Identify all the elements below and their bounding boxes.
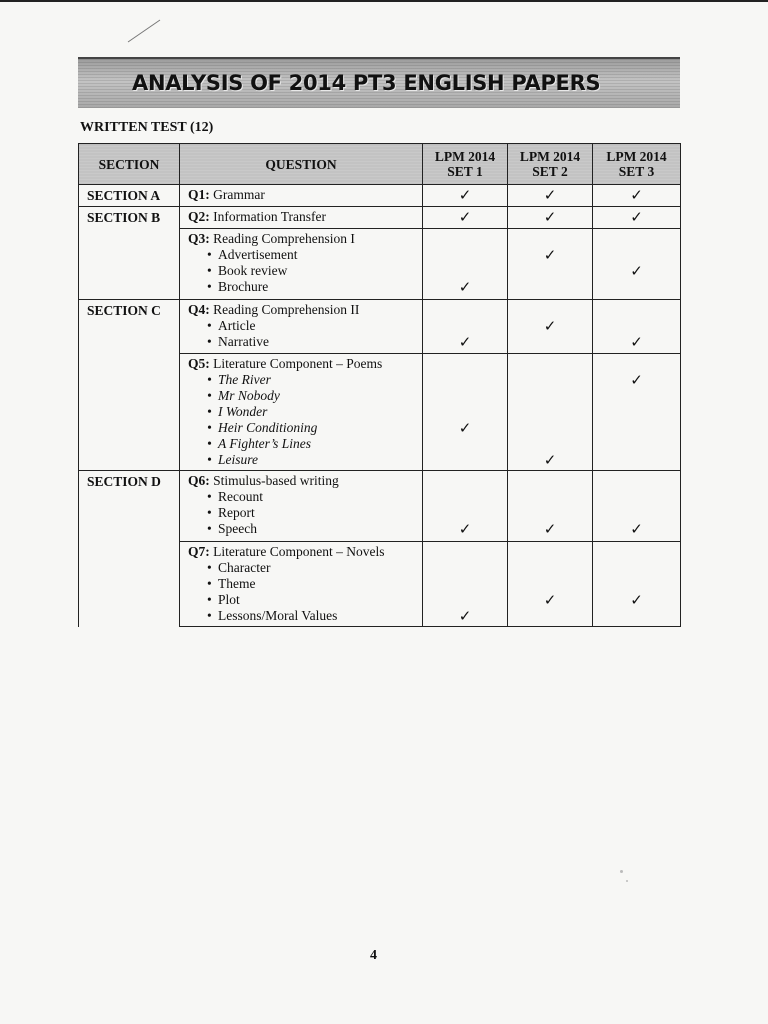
mark-cell-set2 [508, 542, 593, 627]
check-mark-icon: ✓ [630, 264, 643, 280]
check-mark-icon: ✓ [543, 319, 557, 335]
list-item: • Lessons/Moral Values [218, 608, 422, 624]
list-item: • Mr Nobody [218, 388, 422, 404]
question-items [188, 489, 422, 537]
mark-cell-set3 [593, 354, 681, 471]
mark-cell-set2 [508, 207, 593, 229]
list-item: • Report [218, 505, 422, 521]
question-line [188, 356, 422, 372]
mark-cell-set3 [593, 542, 681, 627]
question-title: Grammar [213, 187, 265, 202]
question-items [188, 372, 422, 468]
check-mark-icon: ✓ [630, 188, 643, 204]
question-items [188, 560, 422, 624]
section-cell [79, 354, 180, 471]
question-number: Q4: [188, 302, 210, 317]
table-row [79, 354, 681, 471]
list-item: • Narrative [218, 334, 422, 350]
mark-cell-set1 [423, 229, 508, 300]
list-item: • Advertisement [218, 247, 422, 263]
table-body [79, 185, 681, 627]
page-title: ANALYSIS OF 2014 PT3 ENGLISH PAPERS [132, 71, 601, 95]
question-items [188, 247, 422, 295]
mark-cell-set2 [508, 185, 593, 207]
check-mark-icon: ✓ [543, 210, 557, 226]
pen-mark [126, 18, 162, 44]
question-line [188, 473, 422, 489]
list-item: • Article [218, 318, 422, 334]
question-cell [180, 207, 423, 229]
mark-cell-set3 [593, 207, 681, 229]
check-mark-icon: ✓ [458, 609, 472, 625]
question-number: Q1: [188, 187, 210, 202]
list-item: • Plot [218, 592, 422, 608]
scan-speck [626, 880, 628, 882]
question-line [188, 544, 422, 560]
section-cell: SECTION B [79, 207, 180, 229]
check-mark-icon: ✓ [458, 280, 472, 296]
list-item: • I Wonder [218, 404, 422, 420]
list-item: • Brochure [218, 279, 422, 295]
list-item: • Heir Conditioning [218, 420, 422, 436]
header-set2: LPM 2014 SET 2 [508, 144, 593, 185]
question-number: Q3: [188, 231, 210, 246]
check-mark-icon: ✓ [630, 373, 643, 389]
question-number: Q2: [188, 209, 210, 224]
question-line [188, 302, 422, 318]
mark-cell-set1 [423, 354, 508, 471]
check-mark-icon: ✓ [630, 335, 643, 351]
question-number: Q7: [188, 544, 210, 559]
list-item: • Character [218, 560, 422, 576]
mark-cell-set1 [423, 185, 508, 207]
table-row [79, 185, 681, 207]
mark-cell-set2 [508, 354, 593, 471]
question-title: Reading Comprehension I [213, 231, 355, 246]
list-item: • Leisure [218, 452, 422, 468]
check-mark-icon: ✓ [543, 593, 557, 609]
list-item: • Theme [218, 576, 422, 592]
question-cell [180, 229, 423, 300]
question-line [188, 231, 422, 247]
mark-cell-set2 [508, 471, 593, 542]
question-title: Information Transfer [213, 209, 326, 224]
scan-speck [620, 870, 623, 873]
question-title: Literature Component – Poems [213, 356, 383, 371]
header-section: SECTION [79, 144, 180, 185]
list-item: • Speech [218, 521, 422, 537]
section-cell: SECTION D [79, 471, 180, 542]
check-mark-icon: ✓ [458, 522, 472, 538]
question-cell [180, 542, 423, 627]
analysis-table [78, 143, 681, 627]
table-row [79, 542, 681, 627]
question-title: Literature Component – Novels [213, 544, 385, 559]
mark-cell-set1 [423, 207, 508, 229]
check-mark-icon: ✓ [458, 421, 472, 437]
mark-cell-set2 [508, 300, 593, 354]
check-mark-icon: ✓ [543, 248, 557, 264]
question-line [188, 187, 422, 203]
check-mark-icon: ✓ [458, 188, 472, 204]
title-banner [78, 57, 680, 108]
check-mark-icon: ✓ [630, 522, 643, 538]
mark-cell-set3 [593, 185, 681, 207]
scan-edge [0, 0, 768, 2]
section-subheading: WRITTEN TEST (12) [80, 120, 214, 135]
question-cell [180, 300, 423, 354]
table-row [79, 229, 681, 300]
header-set3: LPM 2014 SET 3 [593, 144, 681, 185]
question-cell [180, 185, 423, 207]
section-cell: SECTION C [79, 300, 180, 354]
question-line [188, 209, 422, 225]
check-mark-icon: ✓ [458, 335, 472, 351]
check-mark-icon: ✓ [630, 210, 643, 226]
section-cell [79, 229, 180, 300]
header-question: QUESTION [180, 144, 423, 185]
check-mark-icon: ✓ [630, 593, 643, 609]
mark-cell-set1 [423, 300, 508, 354]
question-title: Reading Comprehension II [213, 302, 360, 317]
question-number: Q6: [188, 473, 210, 488]
list-item: • The River [218, 372, 422, 388]
question-number: Q5: [188, 356, 210, 371]
section-cell: SECTION A [79, 185, 180, 207]
list-item: • A Fighter’s Lines [218, 436, 422, 452]
check-mark-icon: ✓ [543, 188, 557, 204]
mark-cell-set2 [508, 229, 593, 300]
page-number: 4 [370, 948, 377, 963]
mark-cell-set1 [423, 542, 508, 627]
question-items [188, 318, 422, 350]
question-title: Stimulus-based writing [213, 473, 339, 488]
check-mark-icon: ✓ [543, 453, 557, 469]
list-item: • Book review [218, 263, 422, 279]
question-cell [180, 471, 423, 542]
mark-cell-set3 [593, 471, 681, 542]
list-item: • Recount [218, 489, 422, 505]
check-mark-icon: ✓ [458, 210, 472, 226]
section-cell [79, 542, 180, 627]
table-row [79, 300, 681, 354]
question-cell [180, 354, 423, 471]
mark-cell-set3 [593, 300, 681, 354]
mark-cell-set1 [423, 471, 508, 542]
header-set1: LPM 2014 SET 1 [423, 144, 508, 185]
table-row [79, 471, 681, 542]
check-mark-icon: ✓ [543, 522, 557, 538]
table-row [79, 207, 681, 229]
mark-cell-set3 [593, 229, 681, 300]
